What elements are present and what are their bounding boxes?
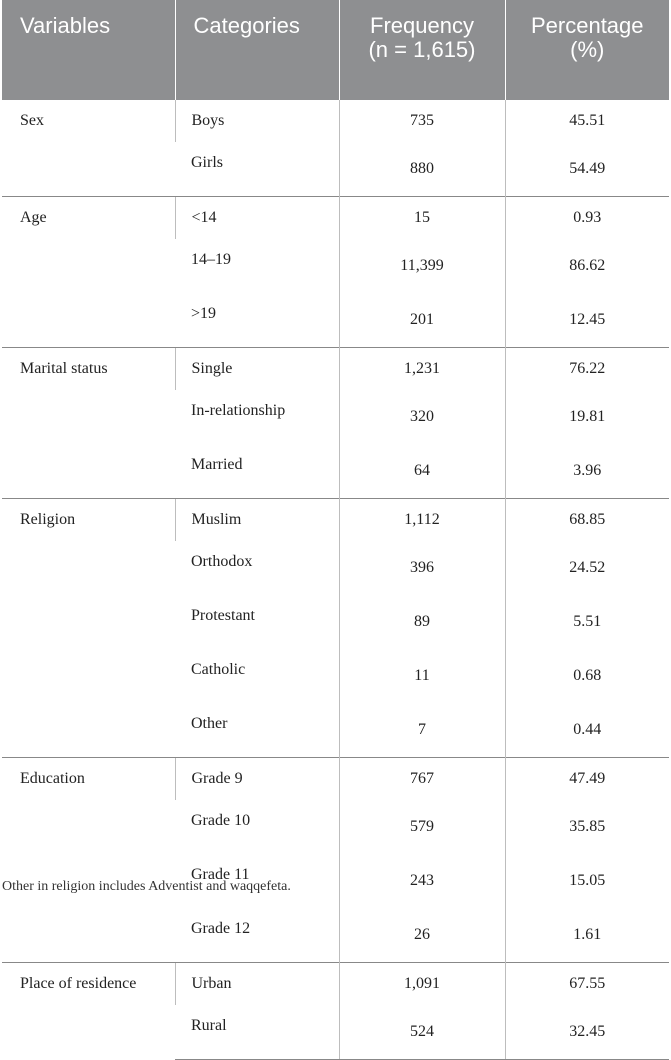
header-percentage-unit: (%) — [570, 37, 605, 62]
frequency-cell: 1,231 — [339, 348, 505, 391]
frequency-cell: 11 — [339, 649, 505, 703]
frequency-cell: 396 — [339, 541, 505, 595]
percentage-cell: 0.93 — [505, 197, 669, 240]
header-categories: Categories — [175, 0, 339, 100]
frequency-cell: 201 — [339, 293, 505, 348]
percentage-cell: 12.45 — [505, 293, 669, 348]
frequency-cell: 7 — [339, 703, 505, 758]
category-cell: 14–19 — [191, 251, 231, 268]
frequency-cell: 26 — [339, 908, 505, 963]
variable-cell: Age — [2, 197, 175, 348]
category-cell: Single — [175, 348, 339, 391]
frequency-cell: 1,112 — [339, 499, 505, 542]
percentage-cell: 19.81 — [505, 390, 669, 444]
header-variables: Variables — [2, 0, 175, 100]
variable-cell: Sex — [20, 112, 44, 129]
category-cell: >19 — [191, 305, 217, 322]
percentage-cell: 35.85 — [505, 800, 669, 854]
variable-cell: Marital status — [2, 348, 175, 499]
percentage-cell: 76.22 — [505, 348, 669, 391]
frequency-cell: 735 — [339, 100, 505, 142]
variable-cell: Place of residence — [2, 963, 175, 1060]
category-cell: Protestant — [191, 607, 255, 624]
percentage-cell: 47.49 — [505, 758, 669, 801]
frequency-cell: 64 — [339, 444, 505, 499]
percentage-cell: 32.45 — [505, 1005, 669, 1060]
category-cell: Married — [191, 456, 243, 473]
header-frequency — [339, 0, 505, 100]
table-body — [2, 100, 669, 1060]
percentage-cell: 86.62 — [505, 239, 669, 293]
category-cell: <14 — [175, 197, 339, 240]
category-cell: Grade 11 — [191, 866, 250, 883]
data-table — [2, 0, 669, 1060]
percentage-cell: 68.85 — [505, 499, 669, 542]
category-cell: Grade 12 — [191, 920, 251, 937]
table-footnote: Other in religion includes Adventist and waqqefeta. — [2, 879, 291, 894]
category-cell: Grade 9 — [175, 758, 339, 801]
frequency-cell: 11,399 — [339, 239, 505, 293]
category-cell: Rural — [175, 1005, 339, 1060]
header-percentage — [505, 0, 669, 100]
variable-cell: Education — [2, 758, 175, 963]
percentage-cell: 1.61 — [505, 908, 669, 963]
percentage-cell: 3.96 — [505, 444, 669, 499]
frequency-cell: 243 — [339, 854, 505, 908]
category-cell: Other — [191, 715, 228, 732]
frequency-cell: 15 — [339, 197, 505, 240]
table-row — [2, 758, 669, 801]
percentage-cell: 0.44 — [505, 703, 669, 758]
table-row — [2, 348, 669, 391]
header-frequency-label: Frequency — [370, 13, 474, 38]
category-cell: Grade 10 — [191, 812, 251, 829]
category-cell: Girls — [191, 154, 223, 171]
category-cell: Urban — [175, 963, 339, 1006]
percentage-cell: 5.51 — [505, 595, 669, 649]
frequency-cell: 89 — [339, 595, 505, 649]
header-percentage-label: Percentage — [530, 13, 644, 38]
table-row — [2, 499, 669, 542]
table-row — [2, 963, 669, 1006]
header-row — [2, 0, 669, 100]
category-cell: Orthodox — [191, 553, 253, 570]
frequency-cell: 320 — [339, 390, 505, 444]
percentage-cell: 15.05 — [505, 854, 669, 908]
table-row — [2, 100, 669, 142]
category-cell: In-relationship — [191, 402, 286, 419]
category-cell: Catholic — [191, 661, 246, 678]
percentage-cell: 45.51 — [505, 100, 669, 142]
frequency-cell: 1,091 — [339, 963, 505, 1006]
frequency-cell: 880 — [339, 142, 505, 197]
table-row — [2, 197, 669, 240]
header-frequency-n: (n = 1,615) — [368, 37, 476, 62]
category-cell: Muslim — [175, 499, 339, 542]
percentage-cell: 67.55 — [505, 963, 669, 1006]
percentage-cell: 24.52 — [505, 541, 669, 595]
percentage-cell: 0.68 — [505, 649, 669, 703]
frequency-cell: 767 — [339, 758, 505, 801]
frequency-cell: 524 — [339, 1005, 505, 1060]
frequency-cell: 579 — [339, 800, 505, 854]
category-cell: Boys — [175, 100, 339, 142]
variable-cell: Religion — [2, 499, 175, 758]
percentage-cell: 54.49 — [505, 142, 669, 197]
